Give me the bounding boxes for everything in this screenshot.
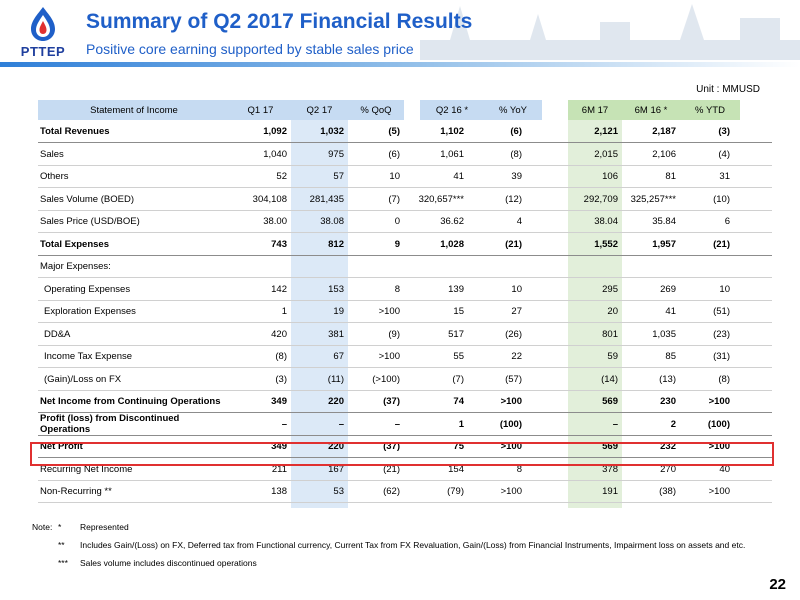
cell-6m-16: 270: [660, 463, 676, 475]
cell-q1-17: (3): [275, 373, 287, 385]
cell-yoy: (100): [499, 418, 522, 430]
row-label: Sales Volume (BOED): [40, 193, 134, 205]
cell-6m-16: 81: [665, 171, 676, 182]
cell-qoq: >100: [378, 306, 400, 317]
cell-q2-16: 41: [453, 171, 464, 182]
cell-qoq: 0: [394, 216, 400, 227]
cell-6m-16: 230: [660, 396, 676, 407]
cell-q1-17: 211: [271, 463, 287, 475]
cell-yoy: 22: [511, 351, 522, 362]
page-number: 22: [769, 576, 786, 593]
cell-q1-17: –: [281, 418, 287, 430]
cell-q2-17: –: [338, 418, 344, 430]
cell-q2-16: 1,061: [440, 148, 464, 160]
cell-6m-17: 38.04: [594, 216, 618, 227]
table-row: [38, 480, 772, 503]
cell-q1-17: 349: [271, 441, 287, 452]
cell-qoq: (5): [388, 126, 400, 137]
cell-q1-17: [230, 255, 291, 278]
cell-6m-17: 106: [602, 171, 618, 182]
cell-q1-17: 1: [281, 306, 287, 317]
cell-q1-17: 1,092: [263, 126, 287, 137]
table-row: [38, 233, 772, 256]
cell-6m-16: 2,106: [652, 148, 676, 160]
row-label: Recurring Net Income: [40, 463, 133, 475]
cell-qoq: [348, 255, 404, 278]
table-row: [38, 300, 772, 323]
cell-q2-17: 167: [328, 463, 344, 475]
cell-yoy: 10: [511, 283, 522, 295]
cell-q2-17: 381: [328, 328, 344, 340]
cell-qoq: (6): [388, 148, 400, 160]
cell-6m-17: 569: [602, 396, 618, 407]
header-divider: [0, 62, 800, 67]
cell-6m-16: (38): [659, 486, 676, 497]
cell-6m-16: (13): [659, 373, 676, 385]
cell-q2-16: 1,102: [440, 126, 464, 137]
cell-6m-16: 1,957: [652, 238, 676, 250]
table-row: [38, 368, 772, 391]
table-row: [38, 210, 772, 233]
footnote-tag: Note:: [32, 522, 53, 532]
cell-ytd: >100: [708, 486, 730, 497]
cell-ytd: (31): [713, 351, 730, 362]
cell-ytd: (8): [718, 373, 730, 385]
cell-q2-17: 57: [333, 171, 344, 182]
cell-qoq: (21): [383, 463, 400, 475]
slide-header: [0, 0, 800, 68]
cell-6m-16: 2: [670, 418, 676, 430]
cell-qoq: (37): [383, 396, 400, 407]
cell-6m-17: 2,015: [594, 148, 618, 160]
cell-ytd: [680, 255, 734, 278]
cell-6m-17: [568, 255, 622, 278]
cell-6m-17: 1,552: [594, 238, 618, 250]
logo-wordmark: PTTEP: [20, 44, 66, 59]
cell-qoq: 10: [389, 171, 400, 182]
cell-q1-17: 349: [271, 396, 287, 407]
cell-qoq: (7): [388, 193, 400, 205]
cell-q2-17: 153: [328, 283, 344, 295]
table-row: [38, 188, 772, 211]
net-profit-highlight-box: [30, 442, 774, 466]
row-label: Exploration Expenses: [44, 306, 136, 317]
cell-q1-17: 138: [271, 486, 287, 497]
cell-ytd: (100): [707, 418, 730, 430]
row-label: Sales: [40, 148, 64, 160]
cell-q2-17: 1,032: [320, 126, 344, 137]
cell-q2-16: 74: [453, 396, 464, 407]
cell-q2-17: 812: [328, 238, 344, 250]
cell-qoq: –: [394, 418, 400, 430]
header-qoq: % QoQ: [348, 100, 404, 120]
cell-q2-16: 139: [448, 283, 464, 295]
header-6m-17: 6M 17: [568, 100, 622, 120]
cell-ytd: (51): [713, 306, 730, 317]
cell-6m-17: 20: [607, 306, 618, 317]
header-q1-17: Q1 17: [230, 100, 291, 120]
table-row: [38, 390, 772, 413]
cell-yoy: 8: [516, 463, 522, 475]
table-row: [38, 255, 772, 278]
table-row: [38, 278, 772, 301]
cell-q2-17: 38.08: [320, 216, 344, 227]
row-label: Net Income from Continuing Operations: [40, 396, 221, 407]
unit-label: Unit : MMUSD: [696, 84, 760, 95]
cell-yoy: 27: [511, 306, 522, 317]
cell-6m-17: 378: [602, 463, 618, 475]
row-label: Total Revenues: [40, 126, 110, 137]
cell-yoy: (6): [510, 126, 522, 137]
row-label: Operating Expenses: [44, 283, 131, 295]
row-label: DD&A: [44, 328, 71, 340]
cell-6m-17: 292,709: [583, 193, 618, 205]
row-label: Income Tax Expense: [44, 351, 133, 362]
cell-6m-17: 569: [602, 441, 618, 452]
cell-q2-16: 15: [453, 306, 464, 317]
header-ytd: % YTD: [680, 100, 740, 120]
cell-ytd: (10): [713, 193, 730, 205]
row-divider: [38, 502, 772, 503]
cell-qoq: (9): [388, 328, 400, 340]
footnote-mark: *: [58, 522, 62, 532]
cell-qoq: (37): [383, 441, 400, 452]
footnote-text: Includes Gain/(Loss) on FX, Deferred tax from Functional currency, Current Tax from FX Revaluation, Gain/(Loss) from Financial Instruments, Impairment loss on assets and etc.: [80, 540, 746, 550]
footnote-mark: **: [58, 540, 65, 550]
cell-ytd: (3): [718, 126, 730, 137]
cell-qoq: >100: [378, 351, 400, 362]
pttep-logo: [8, 6, 78, 64]
footnote-text: Sales volume includes discontinued operations: [80, 558, 257, 568]
cell-ytd: 31: [719, 171, 730, 182]
cell-ytd: >100: [708, 441, 730, 452]
cell-q2-17: 67: [333, 351, 344, 362]
cell-q2-17: (11): [327, 373, 344, 385]
cell-6m-16: 232: [660, 441, 676, 452]
header-statement: Statement of Income: [38, 100, 230, 120]
cell-ytd: >100: [708, 396, 730, 407]
footnote-text: Represented: [80, 522, 129, 532]
table-row: [38, 345, 772, 368]
cell-qoq: 9: [394, 238, 400, 250]
cell-qoq: (>100): [372, 373, 400, 385]
cell-ytd: (21): [713, 238, 730, 250]
cell-ytd: (4): [718, 148, 730, 160]
cell-yoy: (12): [505, 193, 522, 205]
cell-yoy: (8): [510, 148, 522, 160]
cell-6m-16: [622, 255, 680, 278]
row-label: Total Expenses: [40, 238, 109, 250]
cell-q2-16: 517: [448, 328, 464, 340]
cell-q2-16: 154: [448, 463, 464, 475]
cell-6m-17: 295: [602, 283, 618, 295]
cell-yoy: >100: [500, 486, 522, 497]
cell-q2-17: 220: [328, 396, 344, 407]
cell-6m-17: 801: [602, 328, 618, 340]
cell-q2-17: 975: [328, 148, 344, 160]
flame-drop-icon: [26, 6, 60, 42]
cell-q1-17: 420: [271, 328, 287, 340]
table-row: [38, 413, 772, 436]
cell-q2-17: [291, 255, 348, 278]
cell-ytd: 6: [724, 216, 730, 227]
cell-q2-17: 281,435: [309, 193, 344, 205]
cell-yoy: [468, 255, 526, 278]
cell-6m-17: 2,121: [594, 126, 618, 137]
cell-yoy: 39: [511, 171, 522, 182]
cell-qoq: (62): [383, 486, 400, 497]
header-yoy: % YoY: [484, 100, 542, 120]
cell-6m-17: 191: [602, 486, 618, 497]
cell-ytd: 40: [719, 463, 730, 475]
cell-q2-16: [404, 255, 468, 278]
cell-yoy: (21): [505, 238, 522, 250]
cell-q2-16: 320,657***: [418, 193, 464, 205]
row-label: (Gain)/Loss on FX: [44, 373, 122, 385]
cell-q2-17: 53: [333, 486, 344, 497]
cell-q2-17: 19: [333, 306, 344, 317]
cell-qoq: 8: [394, 283, 400, 295]
cell-yoy: (57): [505, 373, 522, 385]
row-label: Major Expenses:: [40, 261, 111, 272]
cell-6m-17: –: [612, 418, 618, 430]
cell-q1-17: 52: [276, 171, 287, 182]
header-6m-16: 6M 16 *: [622, 100, 680, 120]
table-row: [38, 323, 772, 346]
cell-q1-17: 38.00: [263, 216, 287, 227]
cell-ytd: (23): [713, 328, 730, 340]
slide-subtitle: Positive core earning supported by stable sales price: [86, 41, 414, 57]
cell-q2-16: 1: [458, 418, 464, 430]
cell-q2-16: 75: [453, 441, 464, 452]
cell-6m-16: 85: [665, 351, 676, 362]
table-row: [38, 143, 772, 166]
header-q2-17: Q2 17: [291, 100, 348, 120]
slide-title: Summary of Q2 2017 Financial Results: [86, 10, 473, 33]
footnote-mark: ***: [58, 558, 68, 568]
cell-yoy: >100: [500, 441, 522, 452]
cell-6m-17: (14): [601, 373, 618, 385]
cell-q2-16: 36.62: [440, 216, 464, 227]
cell-q1-17: 1,040: [263, 148, 287, 160]
cell-q1-17: (8): [275, 351, 287, 362]
table-row: [38, 165, 772, 188]
row-label: Net Profit: [40, 441, 83, 452]
cell-q2-16: (7): [452, 373, 464, 385]
cell-q2-17: 220: [328, 441, 344, 452]
cell-6m-17: 59: [607, 351, 618, 362]
row-label: Others: [40, 171, 69, 182]
cell-yoy: (26): [505, 328, 522, 340]
row-label: Non-Recurring **: [40, 486, 112, 497]
cell-q1-17: 304,108: [252, 193, 287, 205]
cell-q2-16: (79): [447, 486, 464, 497]
cell-q1-17: 142: [271, 283, 287, 295]
cell-6m-16: 2,187: [652, 126, 676, 137]
cell-ytd: 10: [719, 283, 730, 295]
cell-q2-16: 1,028: [440, 238, 464, 250]
cell-q2-16: 55: [453, 351, 464, 362]
cell-6m-16: 41: [665, 306, 676, 317]
cell-yoy: >100: [500, 396, 522, 407]
row-label: Profit (loss) from Discontinued Operations: [40, 413, 180, 435]
cell-6m-16: 1,035: [652, 328, 676, 340]
header-q2-16: Q2 16 *: [420, 100, 484, 120]
table-row: [38, 120, 772, 143]
row-label: Sales Price (USD/BOE): [40, 216, 140, 227]
cell-q1-17: 743: [271, 238, 287, 250]
cell-yoy: 4: [516, 216, 522, 227]
cell-6m-16: 325,257***: [630, 193, 676, 205]
cell-6m-16: 269: [660, 283, 676, 295]
cell-6m-16: 35.84: [652, 216, 676, 227]
